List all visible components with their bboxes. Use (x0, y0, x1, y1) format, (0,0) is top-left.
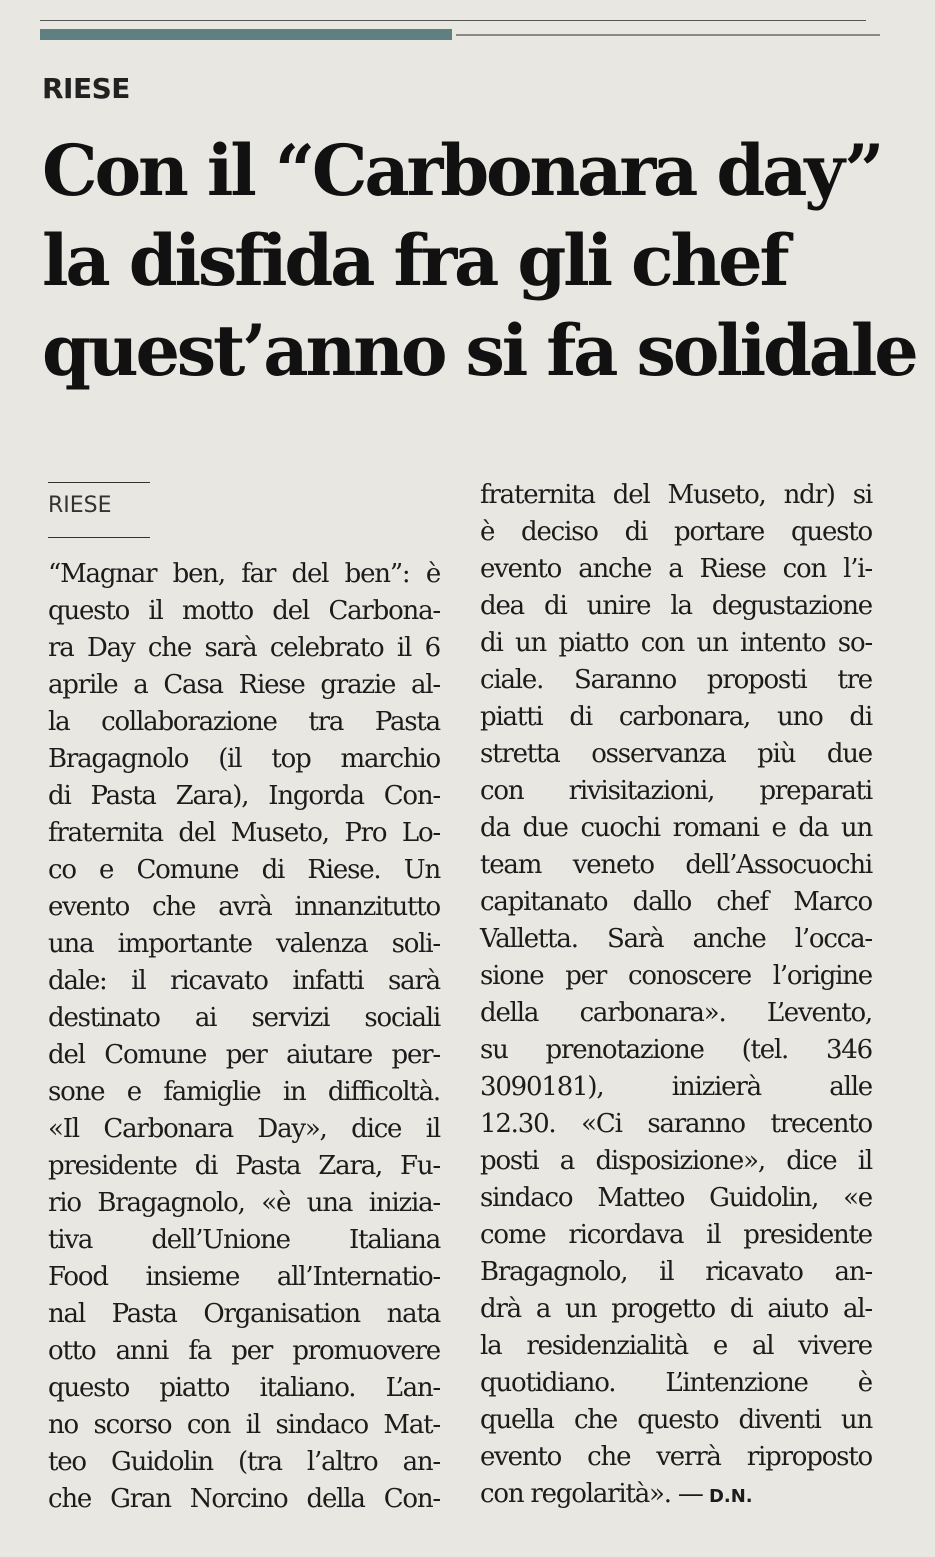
top-rule (40, 20, 866, 21)
text-line: evento che verrà riproposto (480, 1442, 872, 1472)
text-line: Bragagnolo, il ricavato an- (480, 1257, 872, 1287)
text-line: questo il motto del Carbona- (48, 596, 440, 626)
text-line: drà a un progetto di aiuto al- (480, 1294, 872, 1324)
text-line: evento che avrà innanzitutto (48, 892, 440, 922)
text-line: Bragagnolo (il top marchio (48, 744, 440, 774)
text-line: della carbonara». L’evento, (480, 998, 872, 1028)
headline-line: la disfida fra gli chef (42, 219, 787, 302)
text-line: è deciso di portare questo (480, 517, 872, 547)
text-line: no scorso con il sindaco Mat- (48, 1410, 440, 1440)
text-line: tiva dell’Unione Italiana (48, 1225, 440, 1255)
article-column-right (480, 477, 872, 1515)
text-line: Valletta. Sarà anche l’occa- (480, 924, 872, 954)
text-line: su prenotazione (tel. 346 (480, 1035, 872, 1065)
text-line: team veneto dell’Assocuochi (480, 850, 872, 880)
text-line: otto anni fa per promuovere (48, 1336, 440, 1366)
text-line: stretta osservanza più due (480, 739, 872, 769)
author-signature: D.N. (702, 1486, 753, 1507)
text-line: destinato ai servizi sociali (48, 1003, 440, 1033)
text-line: di un piatto con un intento so- (480, 628, 872, 658)
text-line: da due cuochi romani e da un (480, 813, 872, 843)
text-line: piatti di carbonara, uno di (480, 702, 872, 732)
text-line: co e Comune di Riese. Un (48, 855, 440, 885)
text-line: 12.30. «Ci saranno trecento (480, 1109, 872, 1139)
text-line: ra Day che sarà celebrato il 6 (48, 633, 440, 663)
dateline: RIESE (48, 493, 112, 518)
text-line: quotidiano. L’intenzione è (480, 1368, 872, 1398)
dateline-rule-top (48, 482, 150, 483)
text-line: presidente di Pasta Zara, Fu- (48, 1151, 440, 1181)
text-line: aprile a Casa Riese grazie al- (48, 670, 440, 700)
text-line: quella che questo diventi un (480, 1405, 872, 1435)
text-line: capitanato dallo chef Marco (480, 887, 872, 917)
text-line: nal Pasta Organisation nata (48, 1299, 440, 1329)
text-line: di Pasta Zara), Ingorda Con- (48, 781, 440, 811)
text-line: che Gran Norcino della Con- (48, 1484, 440, 1514)
section-rule (456, 34, 880, 36)
text-line: posti a disposizione», dice il (480, 1146, 872, 1176)
text-line: con rivisitazioni, preparati (480, 776, 872, 806)
dateline-rule-bottom (48, 537, 150, 538)
text-line: ciale. Saranno proposti tre (480, 665, 872, 695)
text-line: “Magnar ben, far del ben”: è (48, 559, 440, 589)
headline-line: Con il “Carbonara day” (42, 129, 882, 212)
headline (42, 126, 916, 396)
text-line: «Il Carbonara Day», dice il (48, 1114, 440, 1144)
text-line: evento anche a Riese con l’i- (480, 554, 872, 584)
text-line: dea di unire la degustazione (480, 591, 872, 621)
headline-line: quest’anno si fa solidale (42, 309, 916, 392)
text-line: sindaco Matteo Guidolin, «e (480, 1183, 872, 1213)
article-column-left (48, 556, 440, 1518)
text-line: una importante valenza soli- (48, 929, 440, 959)
text-line: la residenzialità e al vivere (480, 1331, 872, 1361)
text-line: questo piatto italiano. L’an- (48, 1373, 440, 1403)
text-line: la collaborazione tra Pasta (48, 707, 440, 737)
text-line: sone e famiglie in difficoltà. (48, 1077, 440, 1107)
text-line: Food insieme all’Internatio- (48, 1262, 440, 1292)
text-line: come ricordava il presidente (480, 1220, 872, 1250)
kicker: RIESE (42, 72, 130, 105)
text-line: sione per conoscere l’origine (480, 961, 872, 991)
text-line: del Comune per aiutare per- (48, 1040, 440, 1070)
text-line: dale: il ricavato infatti sarà (48, 966, 440, 996)
text-line: teo Guidolin (tra l’altro an- (48, 1447, 440, 1477)
text-line: rio Bragagnolo, «è una inizia- (48, 1188, 440, 1218)
text-line: fraternita del Museto, Pro Lo- (48, 818, 440, 848)
text-line: con regolarità». — D.N. (480, 1479, 753, 1509)
section-color-bar (40, 29, 452, 40)
text-line: 3090181), inizierà alle (480, 1072, 872, 1102)
text-line: fraternita del Museto, ndr) si (480, 480, 872, 510)
